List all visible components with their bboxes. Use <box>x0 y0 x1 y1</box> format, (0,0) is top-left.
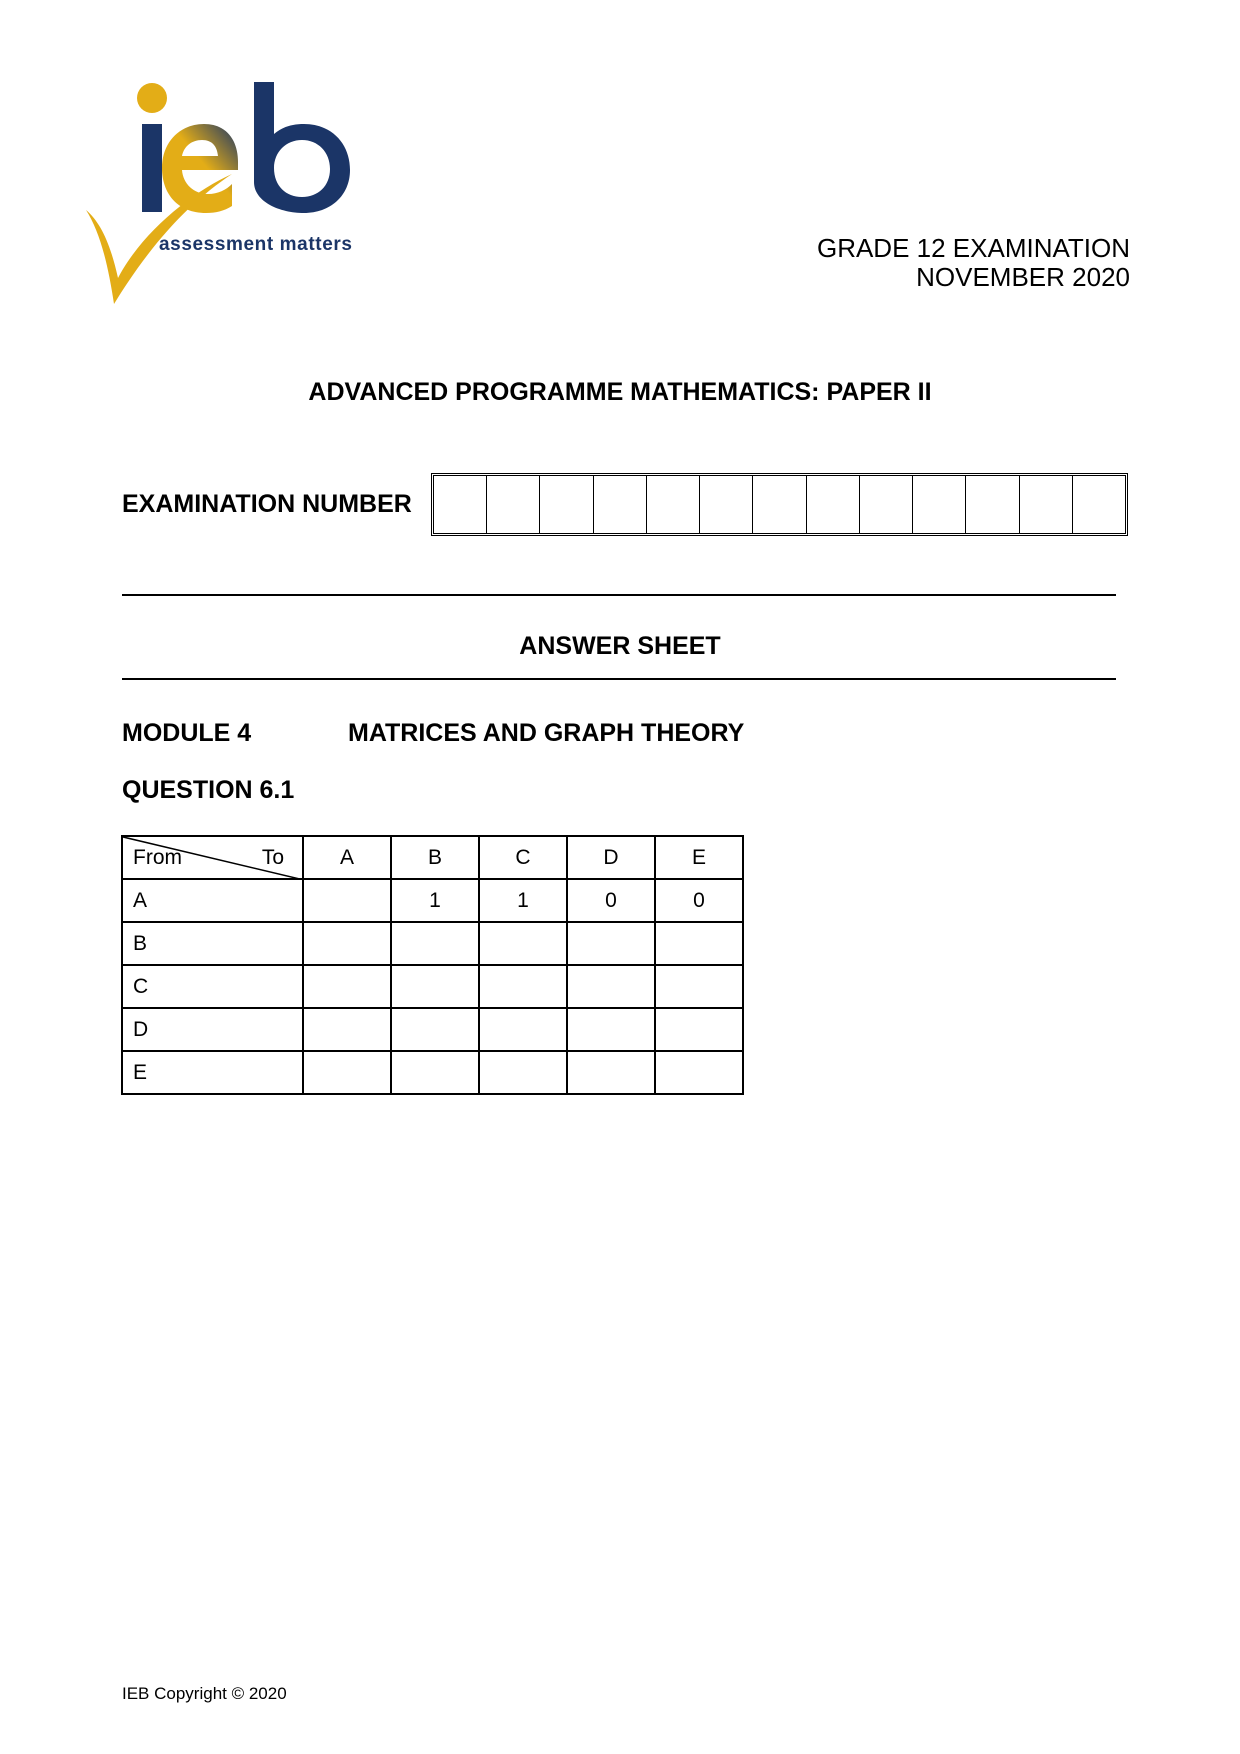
exam-number-digit-box[interactable] <box>753 476 806 533</box>
table-header-row <box>122 836 743 879</box>
matrix-cell[interactable]: 0 <box>655 879 743 922</box>
matrix-cell[interactable] <box>391 922 479 965</box>
b-letter <box>254 82 350 213</box>
exam-number-digit-box[interactable] <box>860 476 913 533</box>
table-row <box>122 1008 743 1051</box>
i-stem <box>142 124 162 212</box>
adjacency-matrix-table <box>121 835 744 1095</box>
exam-number-digit-box[interactable] <box>540 476 593 533</box>
table-row <box>122 922 743 965</box>
exam-number-digit-box[interactable] <box>487 476 540 533</box>
matrix-cell[interactable] <box>391 1051 479 1094</box>
matrix-cell[interactable] <box>303 1008 391 1051</box>
matrix-cell[interactable]: 0 <box>567 879 655 922</box>
exam-number-digit-box[interactable] <box>594 476 647 533</box>
divider-bottom <box>122 678 1116 680</box>
matrix-cell[interactable] <box>303 922 391 965</box>
exam-number-digit-box[interactable] <box>700 476 753 533</box>
column-header: B <box>391 836 479 879</box>
exam-number-digit-box[interactable] <box>434 476 487 533</box>
module-title: MATRICES AND GRAPH THEORY <box>348 719 745 747</box>
column-header: C <box>479 836 567 879</box>
matrix-cell[interactable] <box>655 965 743 1008</box>
matrix-cell[interactable] <box>479 1051 567 1094</box>
matrix-cell[interactable] <box>655 922 743 965</box>
matrix-cell[interactable] <box>567 1051 655 1094</box>
table-row <box>122 1051 743 1094</box>
matrix-cell[interactable] <box>391 965 479 1008</box>
table-row <box>122 965 743 1008</box>
row-header: D <box>122 1008 303 1051</box>
matrix-cell[interactable] <box>567 1008 655 1051</box>
matrix-cell[interactable] <box>479 1008 567 1051</box>
table-corner-cell <box>122 836 303 879</box>
exam-number-digit-box[interactable] <box>807 476 860 533</box>
exam-number-digit-box[interactable] <box>913 476 966 533</box>
matrix-cell[interactable]: 1 <box>479 879 567 922</box>
matrix-cell[interactable] <box>567 965 655 1008</box>
examination-number-boxes[interactable] <box>431 473 1128 536</box>
matrix-cell[interactable] <box>655 1051 743 1094</box>
question-label: QUESTION 6.1 <box>122 776 295 804</box>
matrix-cell[interactable] <box>391 1008 479 1051</box>
matrix-cell[interactable] <box>655 1008 743 1051</box>
exam-grade-line: GRADE 12 EXAMINATION <box>816 233 1130 263</box>
logo-tagline: assessment matters <box>159 234 353 255</box>
table-row <box>122 879 743 922</box>
e-letter <box>162 124 238 213</box>
row-header: B <box>122 922 303 965</box>
i-dot <box>137 83 167 113</box>
corner-from-label: From <box>133 846 182 869</box>
answer-sheet-title: ANSWER SHEET <box>519 632 721 660</box>
examination-number-label: EXAMINATION NUMBER <box>122 490 412 518</box>
matrix-cell[interactable] <box>479 965 567 1008</box>
matrix-cell[interactable] <box>567 922 655 965</box>
column-header: E <box>655 836 743 879</box>
corner-to-label: To <box>261 846 284 869</box>
matrix-cell[interactable] <box>303 1051 391 1094</box>
exam-number-digit-box[interactable] <box>1073 476 1125 533</box>
matrix-cell[interactable] <box>303 879 391 922</box>
row-header: C <box>122 965 303 1008</box>
paper-title: ADVANCED PROGRAMME MATHEMATICS: PAPER II <box>308 378 932 406</box>
column-header: A <box>303 836 391 879</box>
divider-top <box>122 594 1116 596</box>
exam-date-line: NOVEMBER 2020 <box>916 262 1130 292</box>
matrix-cell[interactable]: 1 <box>391 879 479 922</box>
matrix-cell[interactable] <box>303 965 391 1008</box>
exam-number-digit-box[interactable] <box>1020 476 1073 533</box>
ieb-logo <box>82 82 442 322</box>
column-header: D <box>567 836 655 879</box>
copyright-footer: IEB Copyright © 2020 <box>122 1684 287 1703</box>
module-label: MODULE 4 <box>122 719 252 747</box>
row-header: A <box>122 879 303 922</box>
matrix-cell[interactable] <box>479 922 567 965</box>
exam-header <box>817 234 1130 292</box>
row-header: E <box>122 1051 303 1094</box>
exam-number-digit-box[interactable] <box>966 476 1019 533</box>
exam-number-digit-box[interactable] <box>647 476 700 533</box>
